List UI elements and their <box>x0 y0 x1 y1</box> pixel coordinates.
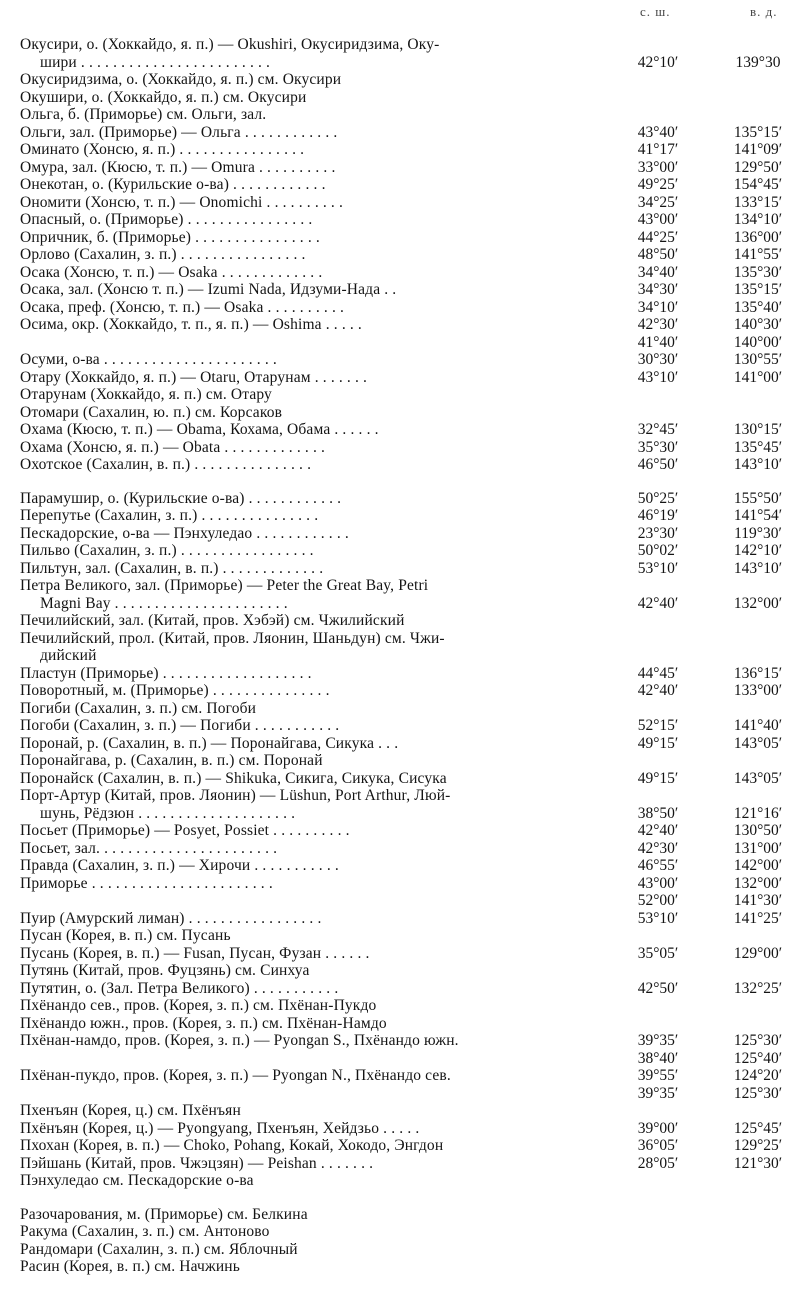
latitude-value: 34°25′ <box>637 193 679 211</box>
longitude-value: 131°00′ <box>733 839 783 857</box>
entry-text: Петра Великого, зал. (Приморье) — Peter the Great Bay, Petri <box>20 577 429 594</box>
gazetteer-entry <box>0 1206 800 1224</box>
latitude-value: 41°40′ <box>637 333 679 351</box>
column-header-latitude: с. ш. <box>640 4 671 19</box>
latitude-value: 32°45′ <box>637 421 679 438</box>
latitude-value: 34°10′ <box>637 298 679 316</box>
entry-line <box>0 1102 800 1120</box>
gazetteer-entry <box>0 700 800 718</box>
entry-line <box>0 194 800 212</box>
gazetteer-entry <box>0 89 800 107</box>
entry-text: Погиби (Сахалин, з. п.) см. Погоби <box>20 699 257 717</box>
entry-text: Осака, зал. (Хонсю т. п.) — Izumi Nada, Идзуми-Нада . . <box>20 281 397 298</box>
entry-text: Пхёнандо южн., пров. (Корея, з. п.) см. Пхёнан-Намдо <box>20 1014 387 1032</box>
gazetteer-entry <box>0 1155 800 1173</box>
gazetteer-entry <box>0 490 800 508</box>
longitude-value: 143°10′ <box>733 559 783 577</box>
entry-text: Разочарования, м. (Приморье) см. Белкина <box>20 1205 308 1223</box>
gazetteer-entry <box>0 682 800 700</box>
gazetteer-entry <box>0 1241 800 1259</box>
longitude-value: 141°40′ <box>733 717 783 734</box>
entry-text: Охама (Хонсю, я. п.) — Obata . . . . . . . . . . . . . <box>20 438 326 456</box>
longitude-value: 121°16′ <box>733 804 783 822</box>
entry-line <box>0 1241 800 1259</box>
latitude-value: 52°15′ <box>637 717 679 734</box>
latitude-value: 38°40′ <box>637 1049 679 1067</box>
entry-text: Орлово (Сахалин, з. п.) . . . . . . . . . . . . . . . . <box>20 246 306 263</box>
entry-line <box>0 1050 800 1068</box>
entry-line <box>0 1155 800 1173</box>
entry-line <box>0 1067 800 1085</box>
entry-text: Приморье . . . . . . . . . . . . . . . . . . . . . . . <box>20 874 273 892</box>
entry-line <box>0 840 800 858</box>
gazetteer-entry <box>0 612 800 630</box>
latitude-value: 39°35′ <box>637 1084 679 1102</box>
entry-line <box>0 700 800 718</box>
gazetteer-entry <box>0 927 800 945</box>
gazetteer-entry <box>0 507 800 525</box>
latitude-value: 48°50′ <box>637 246 679 263</box>
latitude-value: 50°02′ <box>637 542 679 559</box>
gazetteer-entry <box>0 124 800 142</box>
gazetteer-entry <box>0 211 800 229</box>
latitude-value: 43°40′ <box>637 123 679 141</box>
entry-text: Правда (Сахалин, з. п.) — Хирочи . . . . . . . . . . . <box>20 857 339 874</box>
entry-line <box>0 630 800 648</box>
gazetteer-entry <box>0 717 800 735</box>
gazetteer-entry <box>0 159 800 177</box>
entry-line <box>0 404 800 422</box>
column-header-longitude: в. д. <box>750 4 778 19</box>
entry-line <box>0 246 800 264</box>
latitude-value: 53°10′ <box>637 559 679 577</box>
latitude-value: 42°40′ <box>637 682 679 699</box>
latitude-value: 49°15′ <box>637 734 679 752</box>
longitude-value: 129°00′ <box>733 944 783 962</box>
entry-text: Пэнхуледао см. Пескадорские о-ва <box>20 1172 254 1189</box>
entry-line <box>0 1206 800 1224</box>
latitude-value: 49°15′ <box>637 769 679 787</box>
latitude-value: 33°00′ <box>637 158 679 176</box>
entry-line <box>0 1015 800 1033</box>
entry-line <box>0 945 800 963</box>
entry-text: Отару (Хоккайдо, я. п.) — Otaru, Отарунам . . . . . . . <box>20 368 368 386</box>
latitude-value: 42°50′ <box>637 979 679 997</box>
latitude-value: 52°00′ <box>637 892 679 909</box>
entry-text: Путянь (Китай, пров. Фуцзянь) см. Синхуа <box>20 962 310 979</box>
gazetteer-entry <box>0 264 800 282</box>
latitude-value: 39°35′ <box>637 1032 679 1049</box>
longitude-value: 119°30′ <box>734 524 782 542</box>
gazetteer-entry <box>0 421 800 439</box>
entry-line <box>0 141 800 159</box>
latitude-value: 43°10′ <box>637 368 679 386</box>
entry-line <box>0 857 800 875</box>
entry-text: Ономити (Хонсю, т. п.) — Onomichi . . . . . . . . . . <box>20 193 344 211</box>
entry-line <box>0 1223 800 1241</box>
entry-line <box>0 369 800 387</box>
entry-text: Осака (Хонсю, т. п.) — Osaka . . . . . . . . . . . . . <box>20 263 323 281</box>
entry-line <box>0 299 800 317</box>
entry-text: Ракума (Сахалин, з. п.) см. Антоново <box>20 1223 270 1240</box>
latitude-value: 34°30′ <box>637 281 679 298</box>
entry-text: Пластун (Приморье) . . . . . . . . . . . . . . . . . . . <box>20 664 312 682</box>
entry-text: Оминато (Хонсю, я. п.) . . . . . . . . . . . . . . . . <box>20 141 305 158</box>
latitude-value: 42°30′ <box>637 839 679 857</box>
longitude-value: 141°09′ <box>733 141 783 158</box>
entry-line <box>0 560 800 578</box>
gazetteer-entry <box>0 299 800 317</box>
entry-line <box>0 770 800 788</box>
gazetteer-entry <box>0 36 800 71</box>
entry-line <box>0 159 800 177</box>
entry-text: Осима, окр. (Хоккайдо, т. п., я. п.) — Oshima . . . . . <box>20 316 362 333</box>
longitude-value: 140°30′ <box>733 316 783 333</box>
entry-text: Пусан (Корея, в. п.) см. Пусань <box>20 927 231 944</box>
longitude-value: 141°54′ <box>733 507 783 524</box>
gazetteer-entry <box>0 439 800 457</box>
entry-text: Печилийский, зал. (Китай, пров. Хэбэй) см. Чжилийский <box>20 612 405 629</box>
longitude-value: 133°15′ <box>733 193 783 211</box>
entry-line <box>0 892 800 910</box>
entry-text: Окушири, о. (Хоккайдо, я. п.) см. Окусири <box>20 88 307 106</box>
entry-line <box>0 927 800 945</box>
longitude-value: 130°50′ <box>733 822 783 839</box>
entry-line <box>0 176 800 194</box>
entry-line <box>0 910 800 928</box>
entry-text: Окусиридзима, о. (Хоккайдо, я. п.) см. Окусири <box>20 71 342 88</box>
gazetteer-entry <box>0 386 800 404</box>
longitude-value: 129°25′ <box>733 1137 783 1154</box>
gazetteer-entry <box>0 316 800 351</box>
gazetteer-entry <box>0 106 800 124</box>
entry-line <box>0 577 800 595</box>
gazetteer-entry <box>0 770 800 788</box>
longitude-value: 129°50′ <box>733 158 783 176</box>
entry-text: Пуир (Амурский лиман) . . . . . . . . . . . . . . . . . <box>20 909 322 927</box>
gazetteer-entry <box>0 351 800 369</box>
gazetteer-entry <box>0 542 800 560</box>
longitude-value: 135°40′ <box>733 298 783 316</box>
entry-text: Пхёнъян (Корея, ц.) — Pyongyang, Пхенъян, Хейдзьо . . . . . <box>20 1119 420 1137</box>
gazetteer-entry <box>0 281 800 299</box>
entry-line <box>0 717 800 735</box>
longitude-value: 141°55′ <box>733 246 783 263</box>
entry-text: Осуми, о-ва . . . . . . . . . . . . . . . . . . . . . . <box>20 351 277 368</box>
entry-text: Ольга, б. (Приморье) см. Ольги, зал. <box>20 106 267 123</box>
gazetteer-entry <box>0 1102 800 1120</box>
latitude-value: 38°50′ <box>637 804 679 822</box>
entry-text: Порт-Артур (Китай, пров. Ляонин) — Lüshun, Port Arthur, Люй- <box>20 787 451 804</box>
latitude-value: 34°40′ <box>637 263 679 281</box>
entry-text: шунь, Рёдзюн . . . . . . . . . . . . . . . . . . . . <box>40 804 296 822</box>
entry-line <box>0 682 800 700</box>
longitude-value: 132°00′ <box>733 594 783 612</box>
entry-text: Охотское (Сахалин, в. п.) . . . . . . . . . . . . . . . <box>20 456 312 473</box>
gazetteer-entry <box>0 980 800 998</box>
entry-line <box>0 1032 800 1050</box>
longitude-value: 155°50′ <box>733 489 783 507</box>
entry-text: Пхёнандо сев., пров. (Корея, з. п.) см. Пхёнан-Пукдо <box>20 997 377 1014</box>
entry-text: Погоби (Сахалин, з. п.) — Погиби . . . . . . . . . . . <box>20 717 340 734</box>
entry-text: Поронайгава, р. (Сахалин, в. п.) см. Поронай <box>20 752 323 769</box>
entry-text: Пхенъян (Корея, ц.) см. Пхёнъян <box>20 1102 241 1119</box>
gazetteer-entry <box>0 71 800 89</box>
gazetteer-entry <box>0 840 800 858</box>
entry-text: Опасный, о. (Приморье) . . . . . . . . . . . . . . . . <box>20 211 313 228</box>
entry-line <box>0 281 800 299</box>
longitude-value: 135°15′ <box>733 123 783 141</box>
entry-line <box>0 1137 800 1155</box>
longitude-value: 142°10′ <box>733 542 783 559</box>
latitude-value: 46°55′ <box>637 857 679 874</box>
latitude-value: 39°55′ <box>637 1067 679 1084</box>
entry-text: шири . . . . . . . . . . . . . . . . . . . . . . . . <box>40 53 271 71</box>
latitude-value: 46°50′ <box>637 456 679 473</box>
entry-text: Пхёнан-намдо, пров. (Корея, з. п.) — Pyongan S., Пхёнандо южн. <box>20 1032 459 1049</box>
entry-text: Пескадорские, о-ва — Пэнхуледао . . . . . . . . . . . . <box>20 524 349 542</box>
entry-text: Пхохан (Корея, в. п.) — Choko, Pohang, Кокай, Хокодо, Энгдон <box>20 1137 444 1154</box>
latitude-value: 36°05′ <box>637 1137 679 1154</box>
gazetteer-entry <box>0 665 800 683</box>
latitude-value: 50°25′ <box>637 489 679 507</box>
entry-text: Окусири, о. (Хоккайдо, я. п.) — Okushiri, Окусиридзима, Оку- <box>20 36 440 53</box>
entry-text: Отарунам (Хоккайдо, я. п.) см. Отару <box>20 386 272 403</box>
entry-line <box>0 525 800 543</box>
entry-text: Поворотный, м. (Приморье) . . . . . . . . . . . . . . . <box>20 682 330 699</box>
latitude-value: 30°30′ <box>637 351 679 368</box>
latitude-value: 23°30′ <box>637 524 679 542</box>
longitude-value: 141°30′ <box>733 892 783 909</box>
latitude-value: 53°10′ <box>637 909 679 927</box>
entry-line <box>0 264 800 282</box>
entry-text: Печилийский, прол. (Китай, пров. Ляонин, Шаньдун) см. Чжи- <box>20 629 445 647</box>
gazetteer-entry <box>0 910 800 928</box>
gazetteer-entry <box>0 1032 800 1067</box>
entry-text: Омура, зал. (Кюсю, т. п.) — Omura . . . . . . . . . . <box>20 158 336 176</box>
latitude-value: 39°00′ <box>637 1119 679 1137</box>
entry-text: Парамушир, о. (Курильские о-ва) . . . . . . . . . . . . <box>20 489 342 507</box>
longitude-value: 125°40′ <box>733 1049 783 1067</box>
longitude-value: 140°00′ <box>733 333 783 351</box>
latitude-value: 42°10′ <box>637 53 679 71</box>
longitude-value: 136°15′ <box>733 664 783 682</box>
longitude-value: 141°25′ <box>733 909 783 927</box>
longitude-value: 132°00′ <box>733 874 783 892</box>
longitude-value: 133°00′ <box>733 682 783 699</box>
longitude-value: 136°00′ <box>733 228 783 246</box>
entry-line <box>0 997 800 1015</box>
gazetteer-entry <box>0 752 800 770</box>
gazetteer-entry <box>0 369 800 387</box>
longitude-value: 135°45′ <box>733 438 783 456</box>
latitude-value: 49°25′ <box>637 176 679 193</box>
longitude-value: 125°30′ <box>733 1032 783 1049</box>
longitude-value: 130°55′ <box>733 351 783 368</box>
longitude-value: 141°00′ <box>733 368 783 386</box>
gazetteer-entry <box>0 229 800 247</box>
entry-text: Отомари (Сахалин, ю. п.) см. Корсаков <box>20 403 283 421</box>
latitude-value: 43°00′ <box>637 874 679 892</box>
longitude-value: 125°45′ <box>733 1119 783 1137</box>
gazetteer-entry <box>0 1120 800 1138</box>
latitude-value: 42°40′ <box>637 594 679 612</box>
gazetteer-entry <box>0 456 800 474</box>
entry-text: Расин (Корея, в. п.) см. Начжинь <box>20 1258 240 1275</box>
entry-text: Пхёнан-пукдо, пров. (Корея, з. п.) — Pyongan N., Пхёнандо сев. <box>20 1067 451 1084</box>
entry-line <box>0 89 800 107</box>
entry-text: Посьет, зал. . . . . . . . . . . . . . . . . . . . . . . <box>20 839 278 857</box>
entry-text: Путятин, о. (Зал. Петра Великого) . . . . . . . . . . . <box>20 979 339 997</box>
latitude-value: 41°17′ <box>637 141 679 158</box>
entry-line <box>0 542 800 560</box>
entry-text: Пильтун, зал. (Сахалин, в. п.) . . . . . . . . . . . . . <box>20 559 324 577</box>
gazetteer-entry <box>0 1258 800 1276</box>
gazetteer-entry <box>0 962 800 980</box>
longitude-value: 143°05′ <box>733 734 783 752</box>
entry-line <box>0 490 800 508</box>
entry-text: Ольги, зал. (Приморье) — Ольга . . . . . . . . . . . . <box>20 123 338 141</box>
gazetteer-entry <box>0 997 800 1015</box>
entry-line <box>0 787 800 805</box>
gazetteer-entry <box>0 1015 800 1033</box>
entry-text: Осака, преф. (Хонсю, т. п.) — Osaka . . . . . . . . . . <box>20 298 345 316</box>
entry-text: Пэйшань (Китай, пров. Чжэцзян) — Peishan . . . . . . . <box>20 1154 374 1172</box>
entry-text: Охама (Кюсю, т. п.) — Obama, Кохама, Обама . . . . . . <box>20 421 379 438</box>
gazetteer-entry <box>0 525 800 543</box>
entry-line <box>0 962 800 980</box>
entry-text: Поронай, р. (Сахалин, в. п.) — Поронайгава, Сикука . . . <box>20 734 399 752</box>
entry-line <box>0 980 800 998</box>
entry-line <box>0 805 800 823</box>
entry-line <box>0 752 800 770</box>
entry-text: Пильво (Сахалин, з. п.) . . . . . . . . . . . . . . . . . <box>20 542 314 559</box>
gazetteer-entry <box>0 194 800 212</box>
longitude-value: 132°25′ <box>733 979 783 997</box>
entry-line <box>0 612 800 630</box>
gazetteer-entry <box>0 176 800 194</box>
longitude-value: 135°30′ <box>733 263 783 281</box>
longitude-value: 125°30′ <box>733 1084 783 1102</box>
latitude-value: 44°45′ <box>637 664 679 682</box>
entry-line <box>0 647 800 665</box>
entry-line <box>0 665 800 683</box>
gazetteer-entry <box>0 787 800 822</box>
entry-text: Поронайск (Сахалин, в. п.) — Shikuka, Сикига, Сикука, Сисука <box>20 769 447 787</box>
longitude-value: 134°10′ <box>733 211 783 228</box>
entry-line <box>0 439 800 457</box>
entry-text: Посьет (Приморье) — Posyet, Possiet . . . . . . . . . . <box>20 822 350 839</box>
longitude-value: 139°30 <box>735 53 781 71</box>
latitude-value: 28°05′ <box>637 1154 679 1172</box>
gazetteer-entry <box>0 735 800 753</box>
entry-line <box>0 507 800 525</box>
longitude-value: 124°20′ <box>733 1067 783 1084</box>
gazetteer-entry <box>0 560 800 578</box>
gazetteer-entry <box>0 1172 800 1190</box>
gazetteer-entry <box>0 577 800 612</box>
latitude-value: 42°40′ <box>637 822 679 839</box>
latitude-value: 42°30′ <box>637 316 679 333</box>
gazetteer-entry <box>0 630 800 665</box>
entry-text: Опричник, б. (Приморье) . . . . . . . . . . . . . . . . <box>20 228 320 246</box>
entry-line <box>0 421 800 439</box>
latitude-value: 35°05′ <box>637 944 679 962</box>
gazetteer-entry <box>0 404 800 422</box>
entry-text: Рандомари (Сахалин, з. п.) см. Яблочный <box>20 1240 298 1258</box>
gazetteer-entry <box>0 1067 800 1102</box>
entry-line <box>0 456 800 474</box>
longitude-value: 143°10′ <box>733 456 783 473</box>
gazetteer-entry <box>0 857 800 875</box>
gazetteer-entry <box>0 141 800 159</box>
longitude-value: 121°30′ <box>733 1154 783 1172</box>
latitude-value: 35°30′ <box>637 438 679 456</box>
longitude-value: 154°45′ <box>733 176 783 193</box>
entry-line <box>0 386 800 404</box>
entry-line <box>0 351 800 369</box>
entry-line <box>0 54 800 72</box>
entry-line <box>0 36 800 54</box>
entry-line <box>0 1258 800 1276</box>
entry-line <box>0 875 800 893</box>
gazetteer-entry <box>0 822 800 840</box>
gazetteer-entry <box>0 246 800 264</box>
entry-line <box>0 211 800 229</box>
gazetteer-entry <box>0 875 800 910</box>
latitude-value: 43°00′ <box>637 211 679 228</box>
longitude-value: 142°00′ <box>733 857 783 874</box>
longitude-value: 130°15′ <box>733 421 783 438</box>
entry-line <box>0 822 800 840</box>
entry-line <box>0 334 800 352</box>
entry-line <box>0 229 800 247</box>
entry-line <box>0 735 800 753</box>
gazetteer-entry <box>0 1223 800 1241</box>
longitude-value: 135°15′ <box>733 281 783 298</box>
gazetteer-entry <box>0 945 800 963</box>
entry-text: Онекотан, о. (Курильские о-ва) . . . . . . . . . . . . <box>20 176 326 193</box>
longitude-value: 143°05′ <box>733 769 783 787</box>
entry-line <box>0 595 800 613</box>
entry-line <box>0 106 800 124</box>
latitude-value: 46°19′ <box>637 507 679 524</box>
entry-line <box>0 124 800 142</box>
gazetteer-entry <box>0 1137 800 1155</box>
entry-text: Пусань (Корея, в. п.) — Fusan, Пусан, Фузан . . . . . . <box>20 944 370 962</box>
entry-text: Magni Bay . . . . . . . . . . . . . . . . . . . . . . <box>40 594 288 612</box>
entry-line <box>0 1085 800 1103</box>
latitude-value: 44°25′ <box>637 228 679 246</box>
entry-text: Перепутье (Сахалин, з. п.) . . . . . . . . . . . . . . . <box>20 507 319 524</box>
entry-line <box>0 316 800 334</box>
entry-line <box>0 1120 800 1138</box>
gazetteer-entries <box>0 36 800 1276</box>
entry-line <box>0 71 800 89</box>
entry-text: дийский <box>40 647 97 664</box>
entry-line <box>0 1172 800 1190</box>
